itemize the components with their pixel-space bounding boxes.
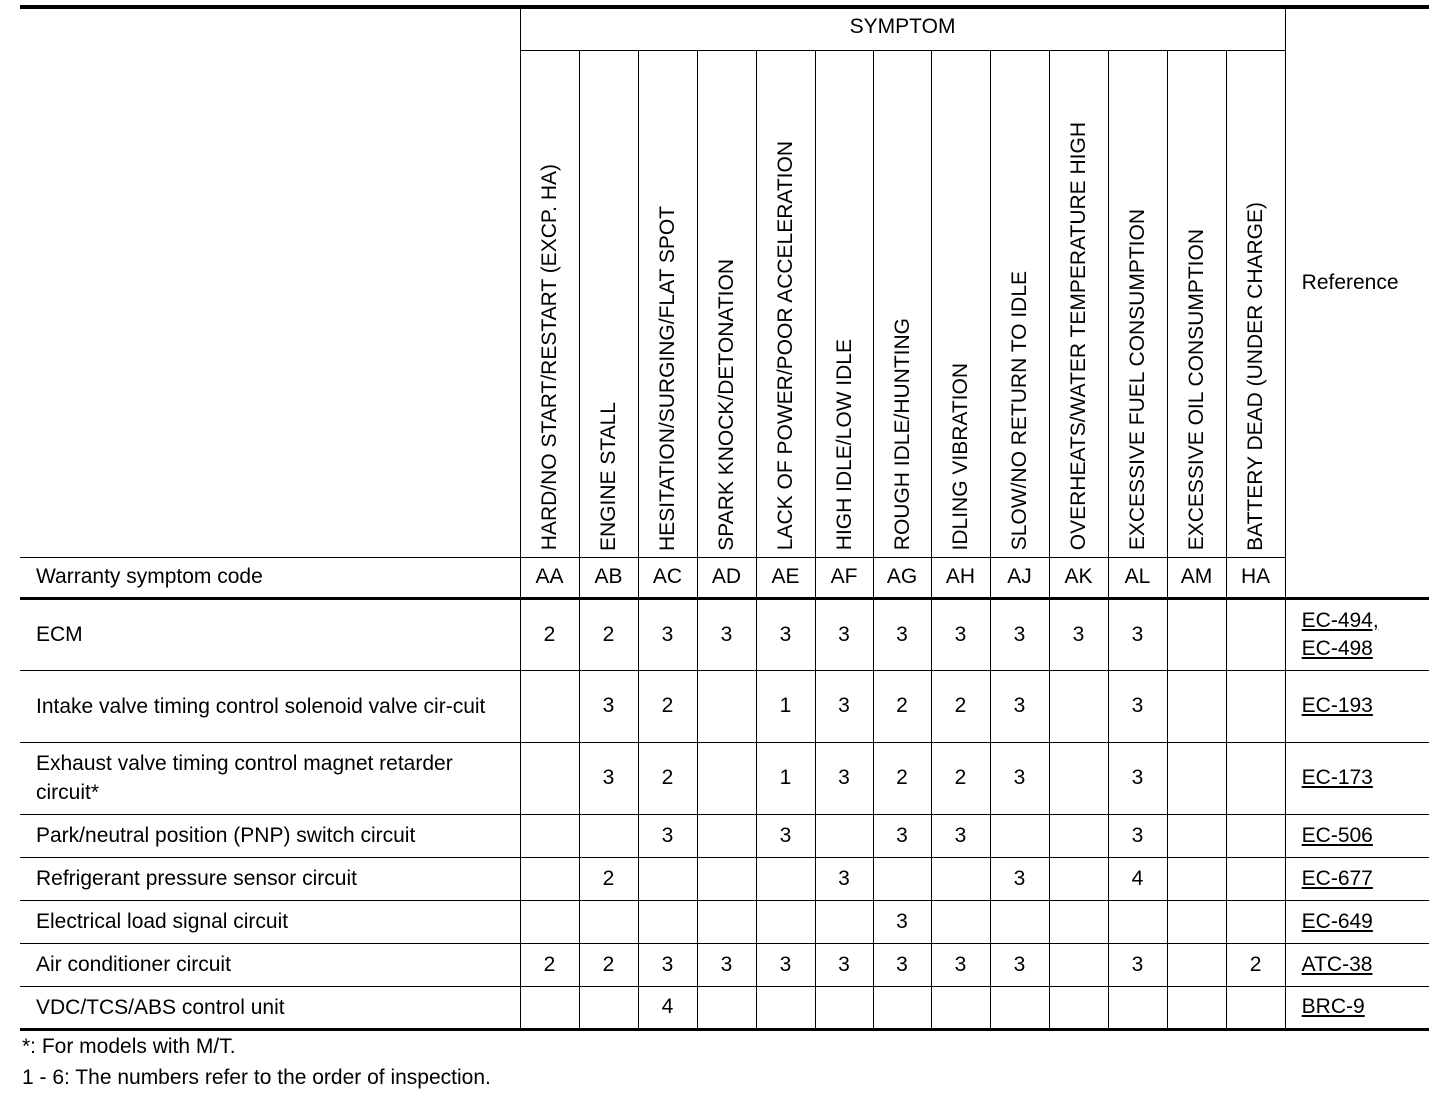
inspection-order-cell: 2 [579,857,638,900]
inspection-order-cell [1226,986,1285,1029]
symptom-column-header [1108,50,1167,557]
inspection-order-cell: 2 [520,943,579,986]
inspection-order-cell [1226,857,1285,900]
warranty-code-label: Warranty symptom code [20,557,520,598]
inspection-order-cell [697,670,756,742]
symptom-column-header [1167,50,1226,557]
inspection-order-cell [1226,598,1285,670]
inspection-order-cell: 2 [873,670,931,742]
table-row [20,986,1429,1029]
reference-link[interactable]: ATC-38 [1301,952,1373,976]
inspection-order-cell [756,857,815,900]
symptom-column-header [520,50,579,557]
blank-corner [20,7,520,50]
reference-cell [1285,857,1429,900]
reference-link[interactable]: EC-677 [1301,866,1373,890]
table-row [20,670,1429,742]
symptom-matrix-table [20,5,1429,1031]
table-row [20,742,1429,814]
table-row [20,900,1429,943]
reference-cell [1285,943,1429,986]
inspection-order-cell: 3 [638,814,697,857]
inspection-order-cell [1167,986,1226,1029]
inspection-order-cell: 3 [990,943,1049,986]
inspection-item: VDC/TCS/ABS control unit [20,986,520,1029]
inspection-order-cell: 2 [579,598,638,670]
inspection-order-cell [1167,857,1226,900]
inspection-order-cell [638,900,697,943]
reference-cell [1285,598,1429,670]
inspection-order-cell [697,742,756,814]
inspection-order-cell [1226,742,1285,814]
inspection-order-cell [1108,900,1167,943]
inspection-order-cell: 3 [931,943,990,986]
inspection-order-cell: 3 [697,598,756,670]
symptom-column-header [931,50,990,557]
symptom-header: SYMPTOM [520,7,1285,50]
inspection-order-cell [756,986,815,1029]
inspection-order-cell: 3 [638,943,697,986]
reference-link[interactable]: EC-649 [1301,909,1373,933]
inspection-order-cell: 3 [815,857,873,900]
warranty-code: AM [1167,557,1226,598]
warranty-code: AC [638,557,697,598]
inspection-order-cell: 2 [638,670,697,742]
inspection-order-cell: 2 [579,943,638,986]
inspection-order-cell [873,986,931,1029]
inspection-order-cell [815,986,873,1029]
inspection-order-cell: 2 [931,670,990,742]
inspection-order-cell [1049,943,1108,986]
reference-cell [1285,742,1429,814]
table-row [20,598,1429,670]
warranty-code: HA [1226,557,1285,598]
table-row [20,943,1429,986]
symptom-column-header [990,50,1049,557]
inspection-item: Exhaust valve timing control magnet retarder circuit* [20,742,520,814]
reference-link[interactable]: BRC-9 [1301,995,1365,1018]
inspection-order-cell [697,857,756,900]
inspection-order-cell: 3 [990,670,1049,742]
symptom-label: EXCESSIVE FUEL CONSUMPTION [1126,209,1149,551]
inspection-item: Refrigerant pressure sensor circuit [20,857,520,900]
reference-cell [1285,900,1429,943]
inspection-order-cell [756,900,815,943]
warranty-code: AF [815,557,873,598]
symptom-label: ROUGH IDLE/HUNTING [890,318,914,551]
reference-cell [1285,986,1429,1029]
inspection-order-cell [873,857,931,900]
reference-cell [1285,670,1429,742]
inspection-order-cell: 4 [638,986,697,1029]
symptom-column-header [815,50,873,557]
inspection-order-cell [1049,857,1108,900]
reference-link[interactable]: EC-498 [1301,636,1373,660]
inspection-order-cell [1049,900,1108,943]
symptom-column-header [1226,50,1285,557]
inspection-order-cell [520,814,579,857]
symptom-column-header [1049,50,1108,557]
inspection-order-cell: 3 [931,814,990,857]
symptom-label: EXCESSIVE OIL CONSUMPTION [1185,229,1208,551]
inspection-item: Air conditioner circuit [20,943,520,986]
inspection-order-cell: 3 [697,943,756,986]
inspection-order-cell: 3 [990,857,1049,900]
symptom-label: IDLING VIBRATION [949,363,972,551]
reference-blank [1285,557,1429,598]
symptom-column-header [756,50,815,557]
table-row [20,814,1429,857]
inspection-order-cell [1108,986,1167,1029]
symptom-label: HARD/NO START/RESTART (EXCP. HA) [538,164,561,551]
inspection-order-cell: 3 [1108,814,1167,857]
inspection-order-cell: 2 [1226,943,1285,986]
reference-header: Reference [1285,7,1429,557]
warranty-code: AE [756,557,815,598]
inspection-order-cell [697,814,756,857]
inspection-order-cell: 3 [756,598,815,670]
symptom-label: LACK OF POWER/POOR ACCELERATION [774,141,797,551]
inspection-order-cell: 3 [756,943,815,986]
inspection-order-cell [990,900,1049,943]
inspection-order-cell [1167,598,1226,670]
inspection-order-cell [815,814,873,857]
footnote-order: 1 - 6: The numbers refer to the order of inspection. [22,1066,491,1089]
warranty-code: AJ [990,557,1049,598]
symptom-column-header [697,50,756,557]
symptom-label: SPARK KNOCK/DETONATION [715,258,738,551]
inspection-order-cell: 3 [990,742,1049,814]
inspection-order-cell: 3 [815,943,873,986]
inspection-order-cell: 1 [756,670,815,742]
inspection-order-cell: 3 [873,900,931,943]
inspection-order-cell: 3 [756,814,815,857]
symptom-label: OVERHEATS/WATER TEMPERATURE HIGH [1067,122,1090,551]
inspection-order-cell [990,814,1049,857]
inspection-order-cell [1167,814,1226,857]
inspection-order-cell [520,670,579,742]
symptom-label: BATTERY DEAD (UNDER CHARGE) [1244,201,1268,551]
inspection-order-cell [931,986,990,1029]
inspection-order-cell: 2 [520,598,579,670]
symptom-label: ENGINE STALL [597,401,620,551]
inspection-order-cell: 3 [873,814,931,857]
inspection-order-cell: 3 [931,598,990,670]
symptom-label: HIGH IDLE/LOW IDLE [832,339,856,551]
inspection-order-cell [1049,670,1108,742]
symptom-column-header [638,50,697,557]
inspection-order-cell: 3 [1108,598,1167,670]
inspection-order-cell [1226,670,1285,742]
inspection-order-cell [1226,900,1285,943]
inspection-order-cell: 3 [873,598,931,670]
inspection-order-cell [931,857,990,900]
inspection-order-cell [1049,986,1108,1029]
warranty-code: AD [697,557,756,598]
inspection-order-cell [520,742,579,814]
inspection-order-cell: 2 [873,742,931,814]
inspection-item: Park/neutral position (PNP) switch circuit [20,814,520,857]
inspection-item: Intake valve timing control solenoid valve cir-cuit [20,670,520,742]
warranty-code: AH [931,557,990,598]
inspection-order-cell [931,900,990,943]
inspection-order-cell [1049,742,1108,814]
inspection-order-cell [697,900,756,943]
inspection-order-cell [1167,742,1226,814]
table-row [20,857,1429,900]
inspection-order-cell [579,986,638,1029]
symptom-label: SLOW/NO RETURN TO IDLE [1008,271,1031,551]
inspection-order-cell [1226,814,1285,857]
warranty-code: AG [873,557,931,598]
reference-link[interactable]: EC-173 [1301,766,1373,789]
inspection-order-cell: 3 [579,670,638,742]
inspection-item: ECM [20,598,520,670]
warranty-code: AK [1049,557,1108,598]
inspection-order-cell [579,900,638,943]
inspection-order-cell [1049,814,1108,857]
inspection-order-cell: 1 [756,742,815,814]
inspection-order-cell: 3 [579,742,638,814]
warranty-code: AA [520,557,579,598]
reference-link[interactable]: EC-494, [1301,608,1379,632]
symptom-column-header [579,50,638,557]
inspection-order-cell: 2 [931,742,990,814]
inspection-order-cell: 3 [815,670,873,742]
warranty-code: AB [579,557,638,598]
inspection-order-cell [1167,900,1226,943]
symptom-label: HESITATION/SURGING/FLAT SPOT [656,205,679,551]
inspection-item: Electrical load signal circuit [20,900,520,943]
inspection-order-cell [520,986,579,1029]
inspection-order-cell: 3 [638,598,697,670]
inspection-order-cell: 3 [873,943,931,986]
blank-corner [20,50,520,557]
inspection-order-cell [815,900,873,943]
inspection-order-cell [1167,670,1226,742]
warranty-code: AL [1108,557,1167,598]
symptom-column-header [873,50,931,557]
inspection-order-cell: 3 [815,742,873,814]
inspection-order-cell: 3 [1108,742,1167,814]
inspection-order-cell: 3 [1049,598,1108,670]
inspection-order-cell [520,857,579,900]
inspection-order-cell [990,986,1049,1029]
inspection-order-cell [638,857,697,900]
inspection-order-cell: 3 [1108,943,1167,986]
inspection-order-cell [697,986,756,1029]
reference-link[interactable]: EC-193 [1301,694,1373,717]
inspection-order-cell: 3 [990,598,1049,670]
footnote-asterisk: *: For models with M/T. [22,1035,236,1058]
inspection-order-cell: 2 [638,742,697,814]
reference-cell [1285,814,1429,857]
inspection-order-cell [520,900,579,943]
inspection-order-cell [1167,943,1226,986]
inspection-order-cell: 4 [1108,857,1167,900]
inspection-order-cell: 3 [1108,670,1167,742]
inspection-order-cell: 3 [815,598,873,670]
inspection-order-cell [579,814,638,857]
reference-link[interactable]: EC-506 [1301,823,1373,847]
